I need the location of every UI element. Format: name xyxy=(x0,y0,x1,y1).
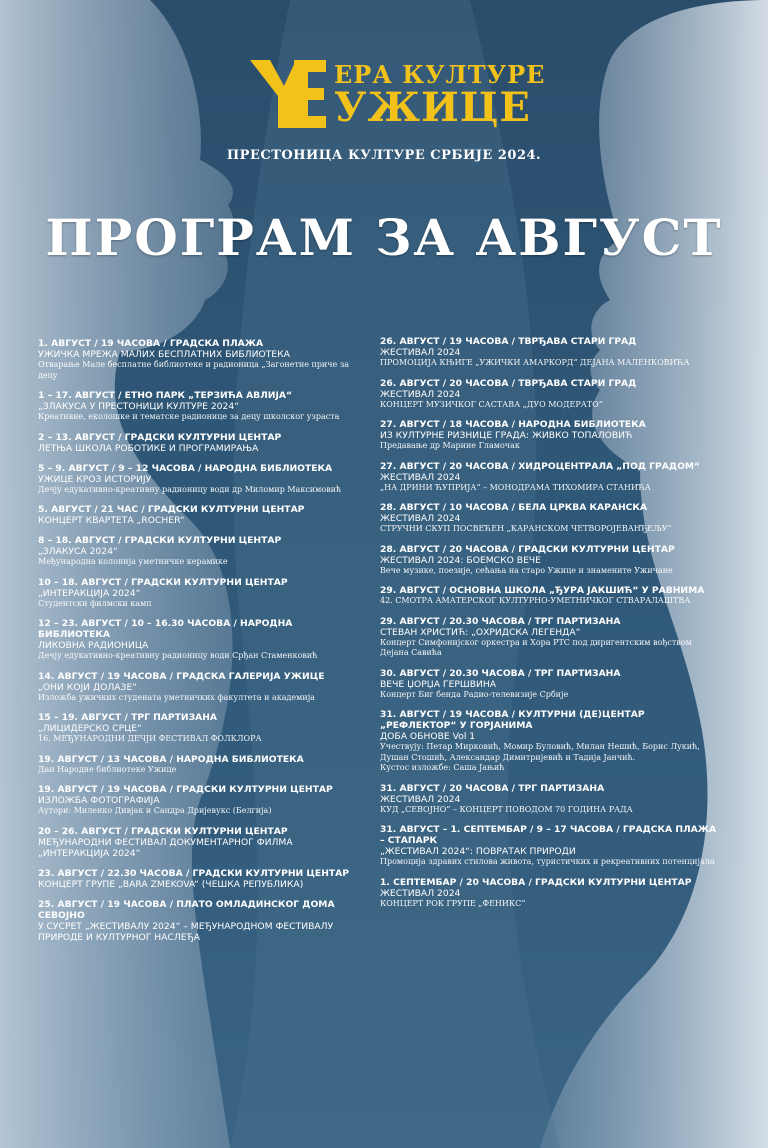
event-item xyxy=(38,432,360,454)
event-item xyxy=(380,616,720,659)
event-description: Промоција здравих стилова живота, туристичких и рекреативних потенцијала xyxy=(380,857,715,866)
event-title: СТЕВАН ХРИСТИЋ: „ОХРИДСКА ЛЕГЕНДА“ xyxy=(380,626,581,638)
event-description: Вече музике, поезије, сећања на старо Ужице и знамените Ужичане xyxy=(380,565,673,575)
event-title: КОНЦЕРТ КВАРТЕТА „ROCHER“ xyxy=(38,515,185,526)
event-title: „ИНТЕРАКЦИЈА 2024“ xyxy=(38,587,141,599)
event-item xyxy=(38,504,360,526)
event-item xyxy=(38,899,360,943)
event-item xyxy=(38,671,360,704)
event-description: Концерт Симфонијског оркестра и Хора РТС под диригентским вођством Дејана Савића xyxy=(380,637,692,657)
event-title: У СУСРЕТ „ЖЕСТИВАЛУ 2024“ – МЕЂУНАРОДНОМ ФЕСТИВАЛУ ПРИРОДЕ И КУЛТУРНОГ НАСЛЕЂА xyxy=(38,920,334,943)
event-description: Креативне, еколошке и тематске радионице за децу школског узраста xyxy=(38,412,340,421)
event-description: Предавање др Марине Гламочак xyxy=(380,441,520,450)
event-date: 26. АВГУСТ / 20 ЧАСОВА / ТВРЂАВА СТАРИ ГРАД xyxy=(380,377,637,389)
event-date: 31. АВГУСТ / 20 ЧАСОВА / ТРГ ПАРТИЗАНА xyxy=(380,782,605,794)
event-title: „ЗЛАКУСА У ПРЕСТОНИЦИ КУЛТУРЕ 2024“ xyxy=(38,401,239,412)
event-item xyxy=(38,868,360,890)
event-description: КОНЦЕРТ РОК ГРУПЕ „ФЕНИКС“ xyxy=(380,898,526,908)
brand-line-2: УЖИЦЕ xyxy=(334,84,531,131)
event-item xyxy=(380,461,720,494)
event-title: ЖЕСТИВАЛ 2024 xyxy=(380,347,461,358)
event-title: ВЕЧЕ ЏОРЏА ГЕРШВИНА xyxy=(380,678,497,690)
event-date: 28. АВГУСТ / 10 ЧАСОВА / БЕЛА ЦРКВА КАРАНСКА xyxy=(380,502,648,513)
event-date: 29. АВГУСТ / ОСНОВНА ШКОЛА „ЂУРА ЈАКШИЋ“ У РАВНИМА xyxy=(380,585,705,596)
event-description: СТРУЧНИ СКУП ПОСВЕЋЕН „КАРАНСКОМ ЧЕТВОРОЈЕВАНЂЕЉУ“ xyxy=(380,524,672,533)
logo-mark-icon xyxy=(248,56,326,132)
event-title: МЕЂУНАРОДНИ ФЕСТИВАЛ ДОКУМЕНТАРНОГ ФИЛМА „ИНТЕРАКЦИЈА 2024“ xyxy=(38,836,293,859)
event-title: КОНЦЕРТ ГРУПЕ „BARA ZMEKOVA“ (ЧЕШКА РЕПУБЛИКА) xyxy=(38,878,304,890)
event-title: ИЗ КУЛТУРНЕ РИЗНИЦЕ ГРАДА: ЖИВКО ТОПАЛОВИЋ xyxy=(380,430,633,441)
event-description: 42. СМОТРА АМАТЕРСКОГ КУЛТУРНО-УМЕТНИЧКОГ СТВАРАЛАШТВА xyxy=(380,596,691,605)
event-title: ЛИКОВНА РАДИОНИЦА xyxy=(38,640,149,651)
events-column-left xyxy=(38,338,360,952)
events-column-right xyxy=(380,336,720,918)
event-date: 2 – 13. АВГУСТ / ГРАДСКИ КУЛТУРНИ ЦЕНТАР xyxy=(38,431,282,443)
event-description: Међународна колонија уметничке керамике xyxy=(38,557,228,566)
brand-line-1: ЕРА КУЛТУРЕ xyxy=(334,60,546,89)
event-title: „ЗЛАКУСА 2024“ xyxy=(38,546,118,557)
event-title: „ЛИЦИДЕРСКО СРЦЕ“ xyxy=(38,723,142,734)
event-item xyxy=(380,502,720,535)
event-item xyxy=(380,877,720,910)
event-date: 5. АВГУСТ / 21 ЧАС / ГРАДСКИ КУЛТУРНИ ЦЕНТАР xyxy=(38,504,305,515)
event-item xyxy=(380,419,720,452)
event-item xyxy=(38,712,360,745)
event-description: Отварање Мале бесплатне библиотеке и радионица „Загонетне приче за децу xyxy=(38,360,349,380)
event-date: 12 – 23. АВГУСТ / 10 – 16.30 ЧАСОВА / НАРОДНА БИБЛИОТЕКА xyxy=(38,618,293,640)
event-item xyxy=(38,535,360,568)
event-date: 14. АВГУСТ / 19 ЧАСОВА / ГРАДСКА ГАЛЕРИЈА УЖИЦЕ xyxy=(38,670,325,682)
event-title: ЖЕСТИВАЛ 2024 xyxy=(380,388,461,400)
brand-logo xyxy=(248,56,546,136)
event-date: 29. АВГУСТ / 20.30 ЧАСОВА / ТРГ ПАРТИЗАНА xyxy=(380,615,621,627)
event-description: Студентски филмски камп xyxy=(38,598,152,608)
event-title: ЖЕСТИВАЛ 2024: БОЕМСКО ВЕЧЕ xyxy=(380,554,541,566)
event-date: 28. АВГУСТ / 20 ЧАСОВА / ГРАДСКИ КУЛТУРНИ ЦЕНТАР xyxy=(380,543,675,555)
event-item xyxy=(38,463,360,496)
event-item xyxy=(38,390,360,423)
event-title: ЖЕСТИВАЛ 2024 xyxy=(380,793,461,805)
event-item xyxy=(380,668,720,701)
event-description: КОНЦЕРТ МУЗИЧКОГ САСТАВА „ДУО МОДЕРАТО“ xyxy=(380,399,603,409)
event-item xyxy=(380,709,720,774)
event-title: ЖЕСТИВАЛ 2024 xyxy=(380,887,461,899)
event-description: 16. МЕЂУНАРОДНИ ДЕЧЈИ ФЕСТИВАЛ ФОЛКЛОРА xyxy=(38,734,262,743)
page-title: ПРОГРАМ ЗА АВГУСТ xyxy=(45,208,723,267)
event-item xyxy=(380,783,720,816)
event-item xyxy=(380,824,720,868)
event-date: 1 – 17. АВГУСТ / ЕТНО ПАРК „ТЕРЗИЋА АВЛИЈА“ xyxy=(38,390,293,401)
event-description: Концерт Биг бенда Радио-телевизије Србије xyxy=(380,689,569,699)
event-item xyxy=(38,754,360,776)
event-item xyxy=(38,826,360,859)
event-item xyxy=(38,618,360,662)
event-title: ДОБА ОБНОВЕ Vol 1 xyxy=(380,731,476,742)
event-date: 1. СЕПТЕМБАР / 20 ЧАСОВА / ГРАДСКИ КУЛТУРНИ ЦЕНТАР xyxy=(380,876,692,888)
event-description: Изложба ужичких студената уметничких факултета и академија xyxy=(38,692,315,702)
event-item xyxy=(38,577,360,610)
event-date: 30. АВГУСТ / 20.30 ЧАСОВА / ТРГ ПАРТИЗАНА xyxy=(380,667,621,679)
event-item xyxy=(380,378,720,411)
event-date: 5 – 9. АВГУСТ / 9 – 12 ЧАСОВА / НАРОДНА БИБЛИОТЕКА xyxy=(38,462,333,474)
event-description: КУД „СЕВОЈНО“ – КОНЦЕРТ ПОВОДОМ 70 ГОДИНА РАДА xyxy=(380,804,633,814)
event-date: 23. АВГУСТ / 22.30 ЧАСОВА / ГРАДСКИ КУЛТУРНИ ЦЕНТАР xyxy=(38,867,350,879)
event-title: УЖИЦЕ КРОЗ ИСТОРИЈУ xyxy=(38,473,152,485)
event-title: „ЖЕСТИВАЛ 2024“: ПОВРАТАК ПРИРОДИ xyxy=(380,846,576,857)
event-description: Аутори: Миленко Дивјак и Сандра Дријевукс (Белгија) xyxy=(38,806,272,815)
event-date: 19. АВГУСТ / 19 ЧАСОВА / ГРАДСКИ КУЛТУРНИ ЦЕНТАР xyxy=(38,784,333,795)
subtitle: ПРЕСТОНИЦА КУЛТУРЕ СРБИЈЕ 2024. xyxy=(226,148,542,163)
event-date: 1. АВГУСТ / 19 ЧАСОВА / ГРАДСКА ПЛАЖА xyxy=(38,338,264,349)
event-date: 19. АВГУСТ / 13 ЧАСОВА / НАРОДНА БИБЛИОТЕКА xyxy=(38,753,304,765)
event-date: 25. АВГУСТ / 19 ЧАСОВА / ПЛАТО ОМЛАДИНСКОГ ДОМА СЕВОЈНО xyxy=(38,898,335,921)
event-title: „ОНИ КОЈИ ДОЛАЗЕ“ xyxy=(38,681,138,693)
event-date: 27. АВГУСТ / 18 ЧАСОВА / НАРОДНА БИБЛИОТЕКА xyxy=(380,419,646,430)
event-description: ПРОМОЦИЈА КЊИГЕ „УЖИЧКИ АМАРКОРД“ ДЕЈАНА МАЛЕНКОВИЋА xyxy=(380,358,690,367)
event-item xyxy=(380,336,720,369)
event-date: 31. АВГУСТ – 1. СЕПТЕМБАР / 9 – 17 ЧАСОВА / ГРАДСКА ПЛАЖА – СТАПАРК xyxy=(380,824,717,846)
event-title: ИЗЛОЖБА ФОТОГРАФИЈА xyxy=(38,795,160,806)
event-item xyxy=(38,784,360,817)
event-date: 27. АВГУСТ / 20 ЧАСОВА / ХИДРОЦЕНТРАЛА „ПОД ГРАДОМ“ xyxy=(380,460,701,472)
event-date: 8 – 18. АВГУСТ / ГРАДСКИ КУЛТУРНИ ЦЕНТАР xyxy=(38,535,282,546)
event-item xyxy=(380,585,720,607)
event-item xyxy=(38,338,360,381)
event-title: ЖЕСТИВАЛ 2024 xyxy=(380,513,461,524)
event-description: Дечју едукативно-креативну радионицу води Срђан Стаменковић xyxy=(38,651,318,660)
event-item xyxy=(380,544,720,577)
event-description: Учествују: Петар Мирковић, Момир Буловић, Милан Нешић, Борис Лукић, Душан Стошић, Александар Димитријевић и Тадија Јанчић. xyxy=(380,742,700,762)
event-title: УЖИЧКА МРЕЖА МАЛИХ БЕСПЛАТНИХ БИБЛИОТЕКА xyxy=(38,349,290,360)
event-description: „НА ДРИНИ ЋУПРИЈА“ – МОНОДРАМА ТИХОМИРА СТАНИЋА xyxy=(380,482,651,492)
event-title: ЛЕТЊА ШКОЛА РОБОТИКЕ И ПРОГРАМИРАЊА xyxy=(38,442,259,454)
event-date: 10 – 18. АВГУСТ / ГРАДСКИ КУЛТУРНИ ЦЕНТАР xyxy=(38,576,288,588)
event-date: 15 – 19. АВГУСТ / ТРГ ПАРТИЗАНА xyxy=(38,712,218,723)
event-description: Кустос изложбе: Саша Јањић xyxy=(380,763,505,772)
event-title: ЖЕСТИВАЛ 2024 xyxy=(380,471,461,483)
event-date: 31. АВГУСТ / 19 ЧАСОВА / КУЛТУРНИ (ДЕ)ЦЕНТАР „РЕФЛЕКТОР“ У ГОРЈАНИМА xyxy=(380,709,645,731)
event-description: Дан Народне библиотеке Ужице xyxy=(38,764,177,774)
event-date: 20 – 26. АВГУСТ / ГРАДСКИ КУЛТУРНИ ЦЕНТАР xyxy=(38,825,288,837)
event-date: 26. АВГУСТ / 19 ЧАСОВА / ТВРЂАВА СТАРИ ГРАД xyxy=(380,336,637,347)
event-description: Дечју едукативно-креативну радионицу води др Миломир Максимовић xyxy=(38,484,342,494)
